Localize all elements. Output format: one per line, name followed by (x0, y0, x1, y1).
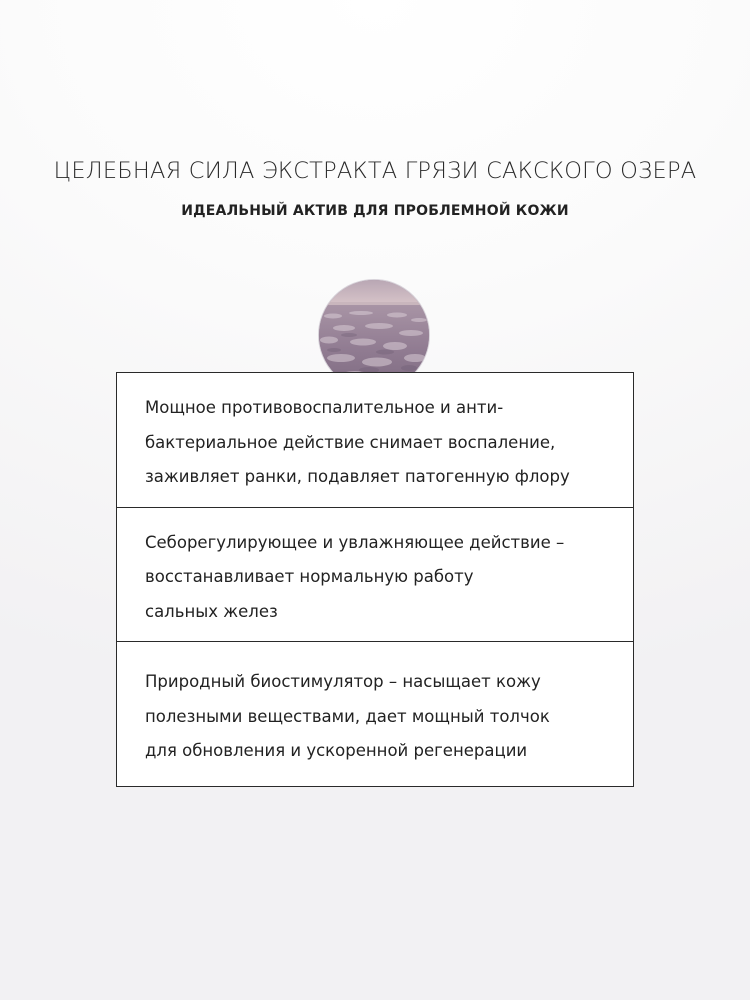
page-subtitle: ИДЕАЛЬНЫЙ АКТИВ ДЛЯ ПРОБЛЕМНОЙ КОЖИ (181, 203, 569, 219)
benefit-row (117, 641, 633, 786)
benefit-text-line: Мощное противовоспалительное и анти- (145, 398, 504, 418)
benefit-text-line: Себорегулирующее и увлажняющее действие – (145, 532, 565, 552)
benefit-text-line: Природный биостимулятор – насыщает кожу (145, 672, 541, 692)
page-title: ЦЕЛЕБНАЯ СИЛА ЭКСТРАКТА ГРЯЗИ САКСКОГО ОЗЕРА (53, 158, 697, 184)
benefit-text-line: для обновления и ускоренной регенерации (145, 741, 528, 761)
benefit-text-line: сальных желез (145, 601, 278, 621)
benefits-table (116, 372, 634, 787)
benefit-row (117, 507, 633, 641)
benefit-text-line: восстанавливает нормальную работу (145, 567, 474, 587)
benefit-text-line: полезными веществами, дает мощный толчок (145, 706, 550, 726)
benefit-text-line: заживляет ранки, подавляет патогенную флору (145, 467, 570, 487)
benefit-text-line: бактериальное действие снимает воспаление, (145, 432, 556, 452)
benefit-row (117, 373, 633, 507)
